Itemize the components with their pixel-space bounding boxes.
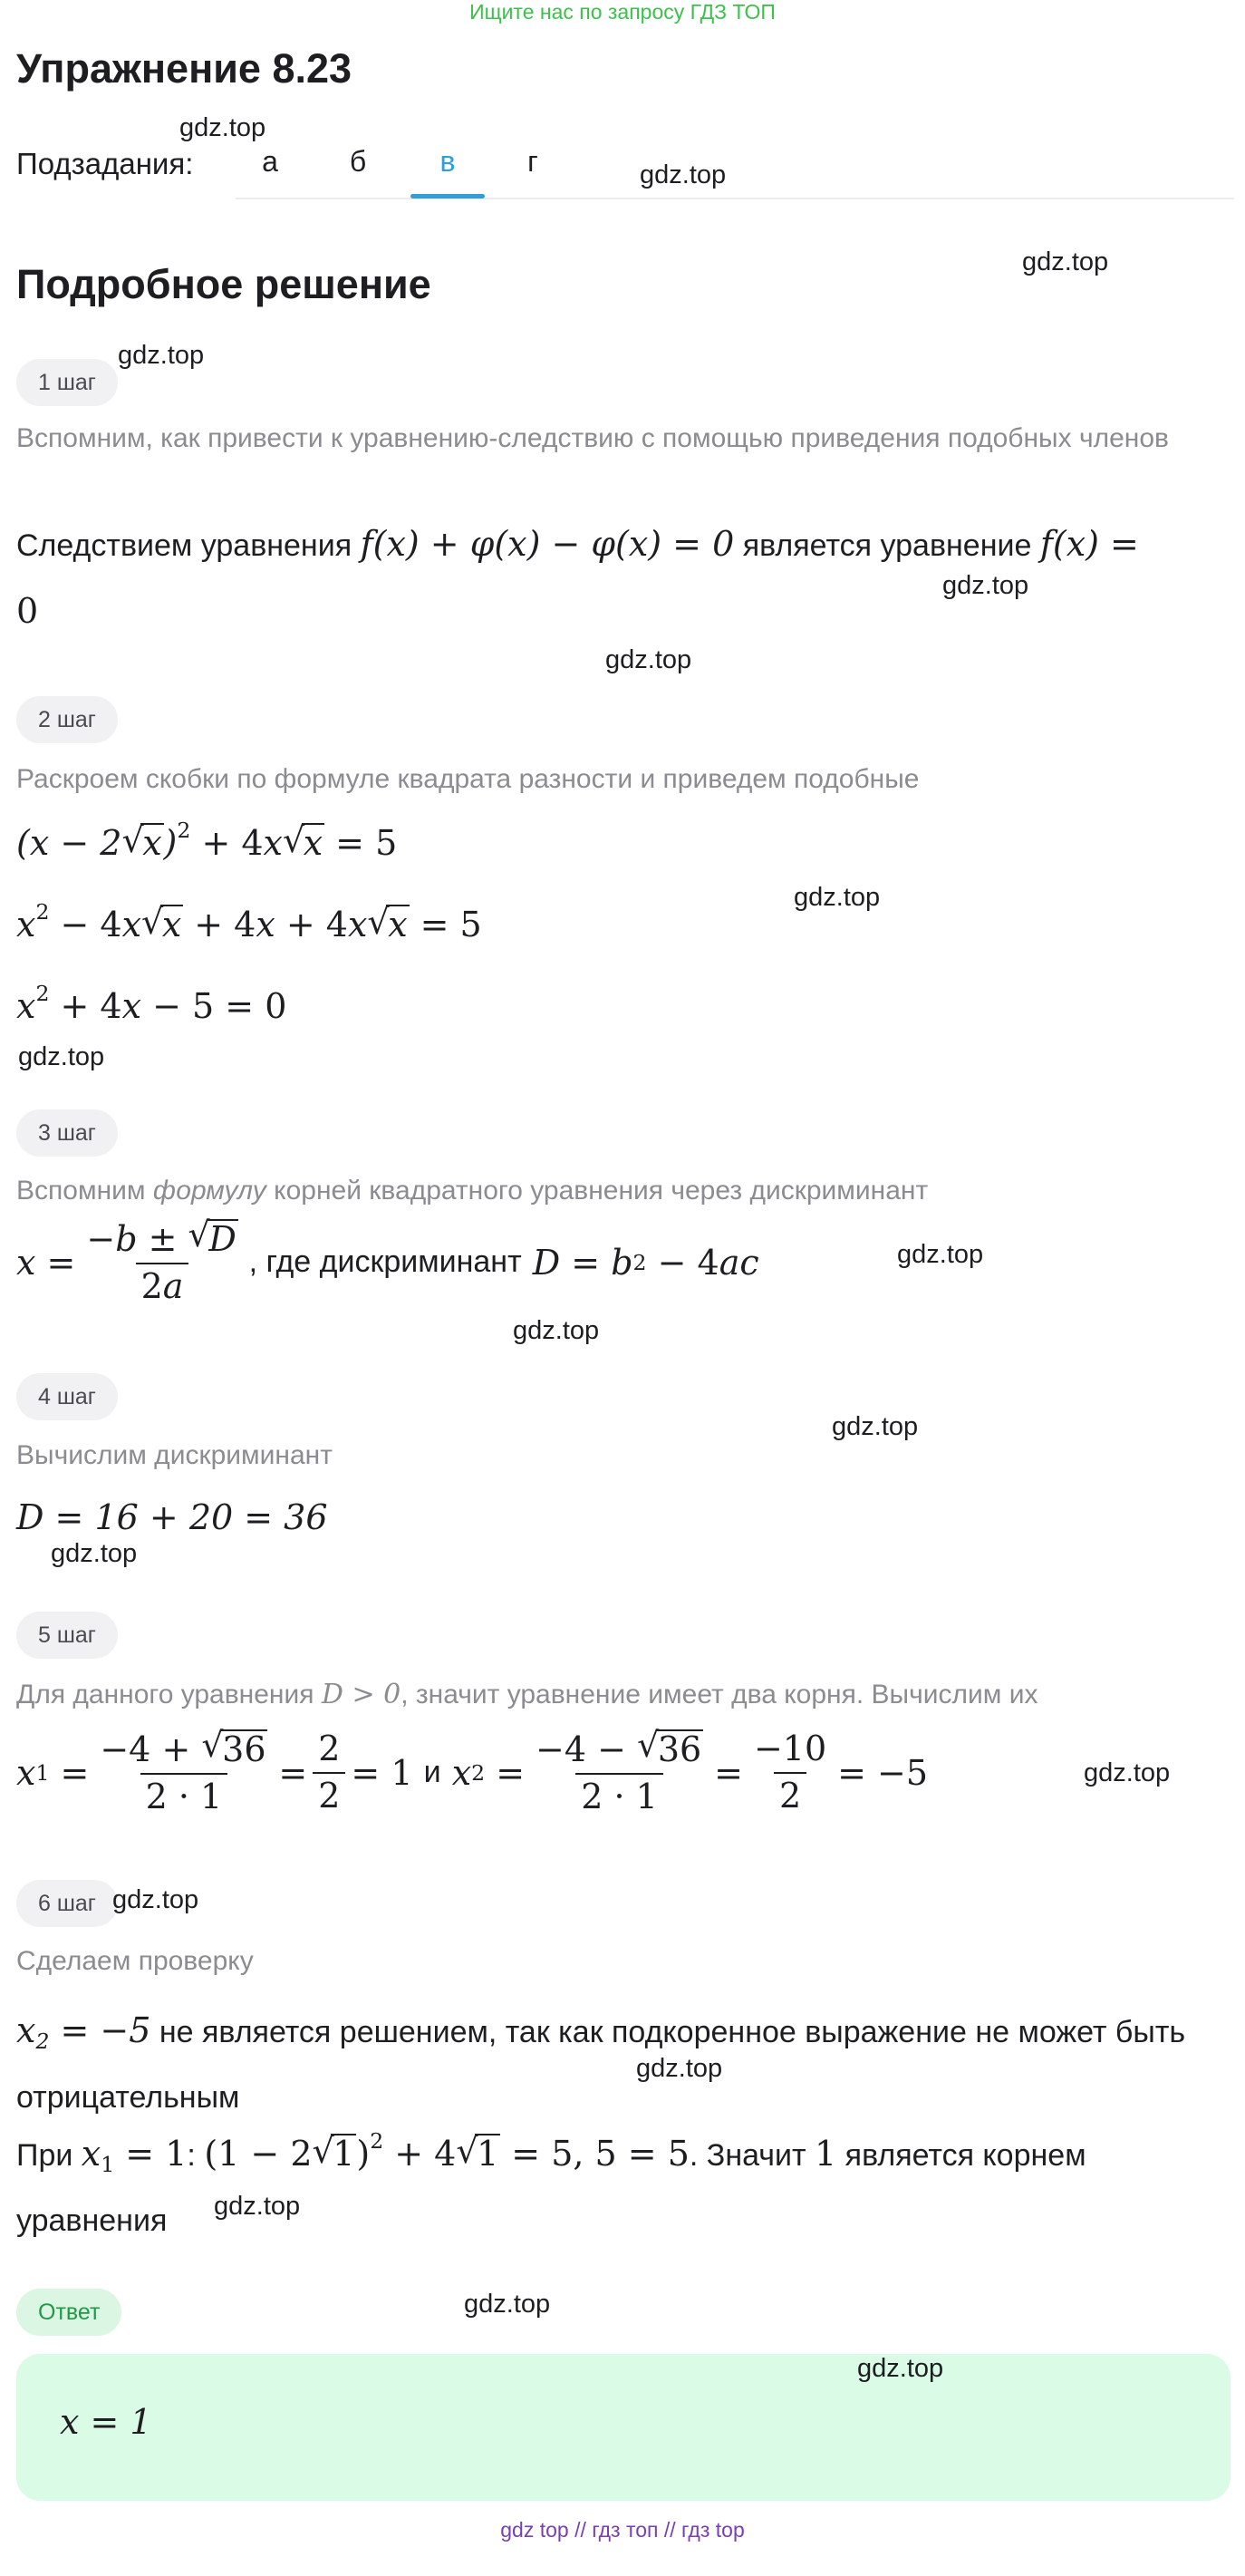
watermark: gdz.top [857,2354,944,2383]
top-banner[interactable]: Ищите нас по запросу ГДЗ ТОП [469,0,776,24]
step-2-badge: 2 шаг [16,696,118,743]
watermark: gdz.top [214,2192,301,2221]
step-1-badge: 1 шаг [16,359,118,406]
watermark: gdz.top [605,645,692,674]
step-1-text-a: Следствием уравнения [16,528,352,563]
watermark: gdz.top [1084,1758,1171,1787]
step-2-eq-3: $x^2 + 4x - 5 = 0$ [16,981,287,1026]
step-1-text-b: является уравнение [742,528,1032,563]
step-5-hint [16,1675,1221,1715]
watermark: gdz.top [640,160,727,189]
step-3-text: , где дискриминант [248,1244,522,1280]
step-1-math-b: f(x) = [1039,524,1139,564]
watermark: gdz.top [118,341,205,370]
step-3-badge: 3 шаг [16,1109,118,1157]
step-5-hint-b: , значит уравнение имеет два корня. Вычислим их [401,1680,1038,1709]
step-3-hint-em: формулу [152,1176,266,1206]
page-title: Упражнение 8.23 [16,45,352,92]
tab-b[interactable]: б [349,145,367,178]
step-1-text [16,511,1231,645]
step-5-hint-a: Для данного уравнения [16,1680,314,1709]
answer-badge: Ответ [16,2289,121,2336]
watermark: gdz.top [636,2054,723,2083]
tab-a[interactable]: а [262,145,278,178]
tabs-divider [236,198,1234,199]
step-5-hint-math: D > 0 [321,1679,401,1710]
step-1-math-c: 0 [16,591,39,631]
step-3-hint [16,1171,1221,1211]
step-3-hint-a: Вспомним [16,1176,146,1206]
step-5-roots: x 1 = −4 + √ 36 2 · 1 = $\frac{2}{2}$ = 1 и x 2 = −4 − √ 36 2 · 1 = $\frac{-10}{2}$ = −5 [16,1724,929,1816]
step-2-eq-2: $x^2 - 4x$ √ x + 4x + 4x √ x = 5 [16,899,482,944]
step-6-text-b-2: . Значит [689,2138,806,2173]
step-6-text-b-1: При [16,2138,73,2173]
watermark: gdz.top [1022,247,1109,276]
step-4-badge: 4 шаг [16,1373,118,1420]
step-6-badge: 6 шаг [16,1880,118,1927]
watermark: gdz.top [112,1885,199,1914]
active-tab-indicator [410,194,485,199]
step-3-hint-b: корней квадратного уравнения через дискриминант [274,1176,929,1206]
watermark: gdz.top [794,883,881,912]
watermark: gdz.top [832,1412,919,1441]
watermark: gdz.top [51,1539,138,1568]
subtasks-label: Подзадания: [16,147,194,180]
watermark: gdz.top [464,2290,551,2319]
watermark: gdz.top [513,1316,600,1345]
step-4-hint: Вычислим дискриминант [16,1440,333,1470]
answer-value: x = 1 [60,2402,152,2442]
section-title: Подробное решение [16,261,431,307]
step-1-hint: Вспомним, как привести к уравнению-следствию с помощью приведения подобных членов [16,423,1169,453]
step-6-hint: Сделаем проверку [16,1946,254,1976]
tab-g[interactable]: г [527,145,538,178]
step-6-text-b: При $x_1 = 1$: (1 − 2 √ 1)$^2$ + 4 √ 1 = 5, 5 = 5. Значит 1 является корнем уравнения [16,2128,1086,2238]
watermark: gdz.top [179,113,266,142]
step-6-text-a: $x_2 = -5$ не является решением, так как подкоренное выражение не может быть отрицательным [16,2010,1186,2115]
step-6-text-a-content: не является решением, так как подкоренное выражение не может быть отрицательным [16,2015,1186,2115]
answer-box [16,2354,1231,2501]
footer-links[interactable]: gdz top // гдз топ // гдз top [500,2518,745,2542]
watermark: gdz.top [18,1042,105,1071]
step-3-formula: x = −b ± √ D 2a , где дискриминант D = b 2 − 4 ac [16,1214,759,1306]
step-5-and: и [423,1755,441,1790]
step-4-math: D = 16 + 20 = 36 [16,1497,328,1537]
watermark: gdz.top [942,571,1029,600]
step-5-badge: 5 шаг [16,1612,118,1659]
tab-v[interactable]: в [439,145,456,178]
step-6-text-b-3: является корнем уравнения [16,2138,1086,2238]
step-2-hint: Раскроем скобки по формуле квадрата разности и приведем подобные [16,764,920,794]
watermark: gdz.top [897,1240,984,1269]
step-1-math-a: f(x) + φ(x) − φ(x) = 0 [360,524,735,564]
step-2-eq-1: (x − 2 √ x)$^2$ + 4x √ x = 5 [16,818,398,863]
